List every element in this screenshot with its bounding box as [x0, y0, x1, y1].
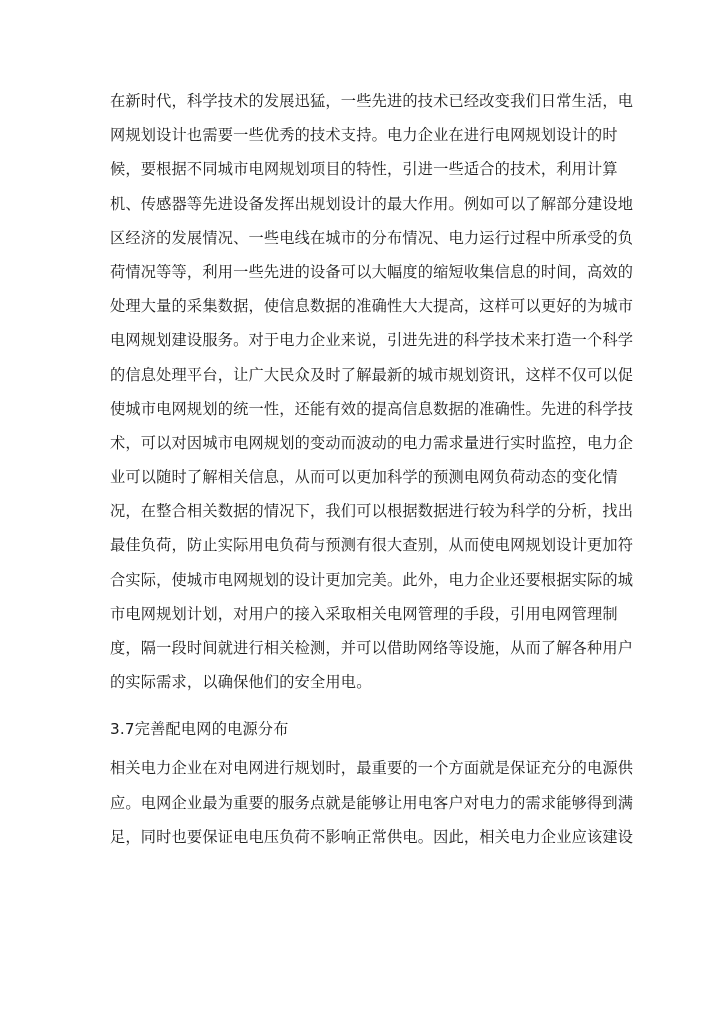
section-heading: 3.7完善配电网的电源分布 [110, 720, 289, 739]
text-line: 术，可以对因城市电网规划的变动而波动的电力需求量进行实时监控，电力企 [110, 433, 634, 452]
text-line: 处理大量的采集数据，使信息数据的准确性大大提高，这样可以更好的为城市 [110, 297, 634, 316]
text-line: 足，同时也要保证电电压负荷不影响正常供电。因此，相关电力企业应该建设 [110, 827, 634, 846]
text-line: 机、传感器等先进设备发挥出规划设计的最大作用。例如可以了解部分建设地 [110, 194, 634, 213]
text-line: 市电网规划计划，对用户的接入采取相关电网管理的手段，引用电网管理制 [110, 604, 618, 623]
text-line: 在新时代，科学技术的发展迅猛，一些先进的技术已经改变我们日常生活，电 [110, 92, 634, 110]
text-line: 网规划设计也需要一些优秀的技术支持。电力企业在进行电网规划设计的时 [110, 126, 618, 145]
paragraph-power-source [110, 751, 634, 854]
text-line: 度，隔一段时间就进行相关检测，并可以借助网络等设施，从而了解各种用户 [110, 639, 634, 657]
text-line: 相关电力企业在对电网进行规划时，最重要的一个方面就是保证充分的电源供 [110, 759, 634, 778]
text-line: 区经济的发展情况、一些电线在城市的分布情况、电力运行过程中所承受的负 [110, 228, 634, 247]
text-line: 最佳负荷，防止实际用电负荷与预测有很大查别，从而使电网规划设计更加符 [110, 536, 634, 555]
text-line: 的信息处理平台，让广大民众及时了解最新的城市规划资讯，这样不仅可以促 [110, 365, 634, 384]
text-line: 业可以随时了解相关信息，从而可以更加科学的预测电网负荷动态的变化情 [110, 468, 618, 487]
text-line: 应。电网企业最为重要的服务点就是能够让用电客户对电力的需求能够得到满 [110, 793, 634, 812]
text-line: 况，在整合相关数据的情况下，我们可以根据数据进行较为科学的分析，找出 [110, 502, 634, 521]
text-line: 的实际需求，以确保他们的安全用电。 [110, 673, 372, 692]
text-line: 候，要根据不同城市电网规划项目的特性，引进一些适合的技术，利用计算 [110, 160, 618, 179]
document-body [110, 84, 634, 854]
text-line: 电网规划建设服务。对于电力企业来说，引进先进的科学技术来打造一个科学 [110, 331, 634, 350]
text-line: 使城市电网规划的统一性，还能有效的提高信息数据的准确性。先进的科学技 [110, 399, 634, 418]
paragraph-technology [110, 84, 634, 699]
text-line: 合实际，使城市电网规划的设计更加完美。此外，电力企业还要根据实际的城 [110, 570, 634, 589]
text-line: 荷情况等等，利用一些先进的设备可以大幅度的缩短收集信息的时间，高效的 [110, 262, 634, 281]
